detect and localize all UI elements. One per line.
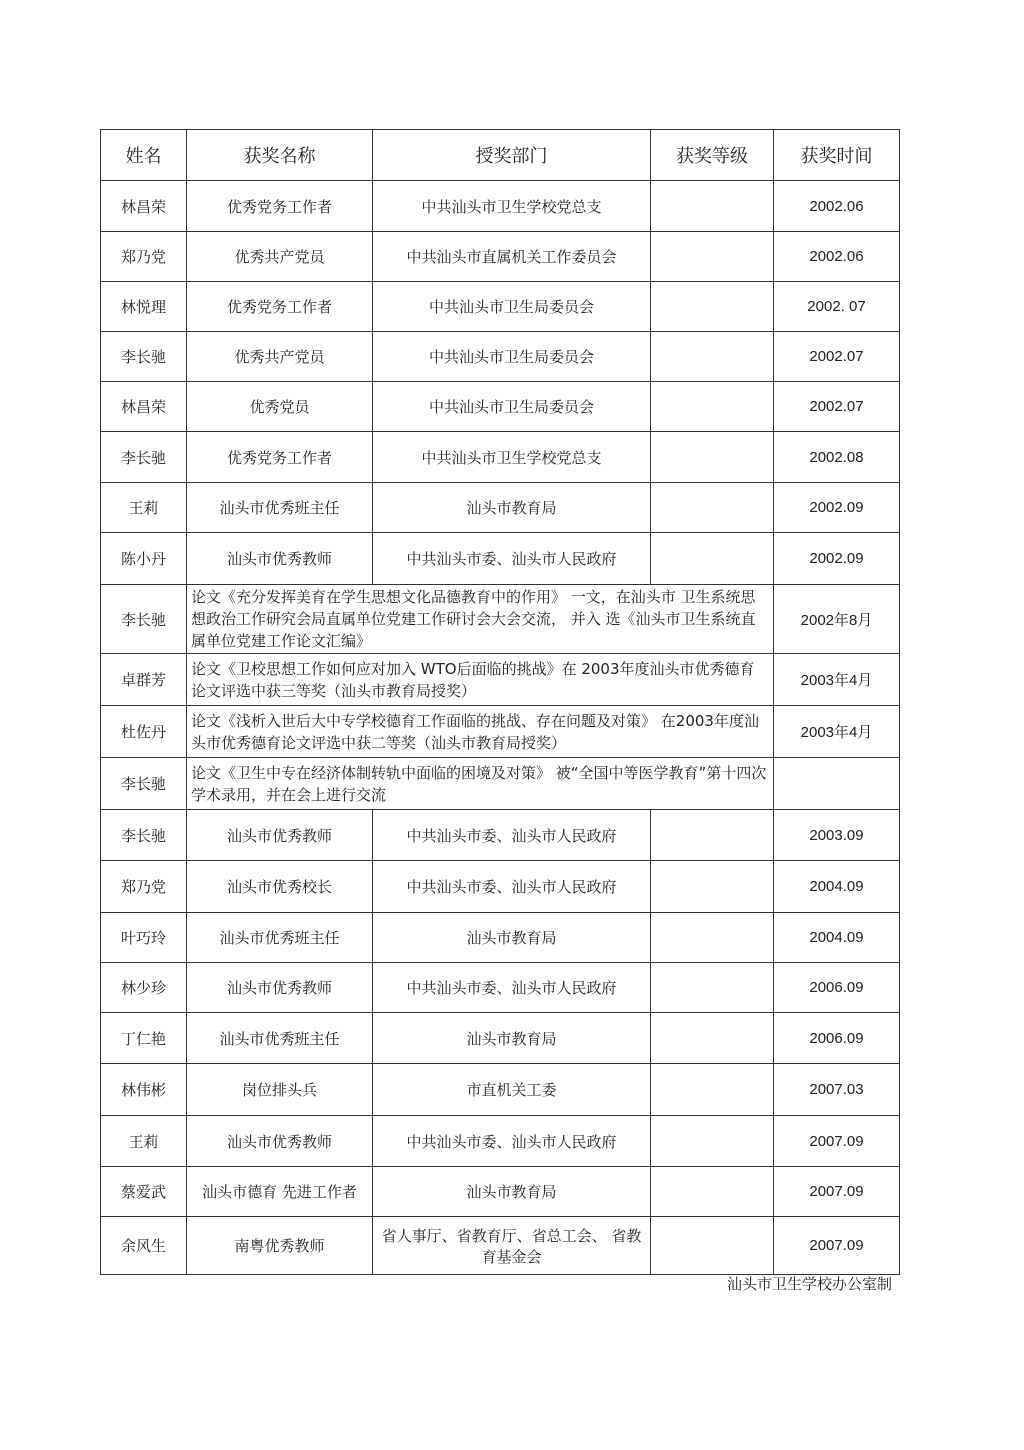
name-cell: 李长驰 [101,758,187,810]
name-cell: 叶巧玲 [101,913,187,963]
table-row [101,861,900,913]
date-cell: 2003年4月 [774,654,900,706]
award-cell: 汕头市优秀教师 [187,533,373,585]
name-cell: 李长驰 [101,810,187,861]
date-cell: 2002.06 [774,232,900,282]
paper-row [101,706,900,758]
date-cell: 2007.09 [774,1116,900,1167]
paper-text-cell: 论文《卫校思想工作如何应对加入 WTO后面临的挑战》在 2003年度汕头市优秀德育论文评选中获三等奖（汕头市教育局授奖） [187,654,774,706]
paper-text-cell: 论文《浅析入世后大中专学校德育工作面临的挑战、存在问题及对策》 在2003年度汕头市优秀德育论文评选中获二等奖（汕头市教育局授奖） [187,706,774,758]
level-cell [651,533,774,585]
award-cell: 汕头市优秀教师 [187,810,373,861]
award-cell: 优秀共产党员 [187,332,373,382]
level-cell [651,1064,774,1116]
level-cell [651,432,774,483]
dept-cell: 中共汕头市卫生局委员会 [373,382,651,432]
dept-cell: 中共汕头市直属机关工作委员会 [373,232,651,282]
date-cell: 2007.09 [774,1217,900,1275]
table-row [101,1217,900,1275]
table-row [101,913,900,963]
name-cell: 王莉 [101,483,187,533]
name-cell: 李长驰 [101,432,187,483]
dept-cell: 中共汕头市委、汕头市人民政府 [373,533,651,585]
name-cell: 林昌荣 [101,181,187,232]
date-cell: 2002.09 [774,483,900,533]
name-cell: 林悦理 [101,282,187,332]
level-cell [651,332,774,382]
header-dept: 授奖部门 [373,130,651,181]
dept-cell: 中共汕头市委、汕头市人民政府 [373,1116,651,1167]
dept-cell: 中共汕头市委、汕头市人民政府 [373,861,651,913]
paper-row [101,758,900,810]
award-cell: 岗位排头兵 [187,1064,373,1116]
award-cell: 汕头市优秀班主任 [187,483,373,533]
award-cell: 优秀党员 [187,382,373,432]
date-cell: 2006.09 [774,1013,900,1064]
award-cell: 汕头市优秀教师 [187,1116,373,1167]
table-row [101,963,900,1013]
level-cell [651,861,774,913]
award-cell: 南粤优秀教师 [187,1217,373,1275]
date-cell [774,758,900,810]
table-row [101,483,900,533]
date-cell: 2002.07 [774,332,900,382]
table-row [101,810,900,861]
level-cell [651,1167,774,1217]
name-cell: 林伟彬 [101,1064,187,1116]
date-cell: 2003年4月 [774,706,900,758]
award-cell: 汕头市优秀教师 [187,963,373,1013]
dept-cell: 中共汕头市卫生学校党总支 [373,432,651,483]
level-cell [651,382,774,432]
award-cell: 汕头市优秀班主任 [187,913,373,963]
name-cell: 林昌荣 [101,382,187,432]
paper-row [101,654,900,706]
name-cell: 李长驰 [101,585,187,654]
dept-cell: 市直机关工委 [373,1064,651,1116]
name-cell: 郑乃党 [101,232,187,282]
table-row [101,1167,900,1217]
name-cell: 杜佐丹 [101,706,187,758]
table-row [101,181,900,232]
header-level: 获奖等级 [651,130,774,181]
date-cell: 2006.09 [774,963,900,1013]
date-cell: 2007.09 [774,1167,900,1217]
award-cell: 优秀党务工作者 [187,432,373,483]
name-cell: 卓群芳 [101,654,187,706]
date-cell: 2007.03 [774,1064,900,1116]
award-cell: 汕头市优秀校长 [187,861,373,913]
name-cell: 蔡爱武 [101,1167,187,1217]
table-row [101,282,900,332]
award-cell: 汕头市德育 先进工作者 [187,1167,373,1217]
date-cell: 2002.09 [774,533,900,585]
dept-cell: 中共汕头市卫生局委员会 [373,282,651,332]
header-date: 获奖时间 [774,130,900,181]
table-row [101,232,900,282]
award-cell: 汕头市优秀班主任 [187,1013,373,1064]
table-row [101,1013,900,1064]
date-cell: 2003.09 [774,810,900,861]
level-cell [651,232,774,282]
dept-cell: 中共汕头市委、汕头市人民政府 [373,810,651,861]
header-award: 获奖名称 [187,130,373,181]
header-name: 姓名 [101,130,187,181]
level-cell [651,913,774,963]
date-cell: 2002. 07 [774,282,900,332]
level-cell [651,963,774,1013]
date-cell: 2002.08 [774,432,900,483]
level-cell [651,1013,774,1064]
table-row [101,533,900,585]
footer-note: 汕头市卫生学校办公室制 [726,1275,892,1293]
dept-cell: 中共汕头市卫生局委员会 [373,332,651,382]
awards-table [100,129,900,1275]
table-row [101,1064,900,1116]
date-cell: 2002.07 [774,382,900,432]
award-cell: 优秀共产党员 [187,232,373,282]
level-cell [651,1116,774,1167]
award-cell: 优秀党务工作者 [187,282,373,332]
name-cell: 郑乃党 [101,861,187,913]
dept-cell: 汕头市教育局 [373,483,651,533]
name-cell: 余风生 [101,1217,187,1275]
level-cell [651,181,774,232]
award-cell: 优秀党务工作者 [187,181,373,232]
name-cell: 陈小丹 [101,533,187,585]
paper-text-cell: 论文《卫生中专在经济体制转轨中面临的困境及对策》 被“全国中等医学教育”第十四次学术录用，并在会上进行交流 [187,758,774,810]
level-cell [651,810,774,861]
header-row [101,130,900,181]
dept-cell: 省人事厅、省教育厅、省总工会、 省教育基金会 [373,1217,651,1275]
dept-cell: 中共汕头市卫生学校党总支 [373,181,651,232]
date-cell: 2002.06 [774,181,900,232]
paper-text-cell: 论文《充分发挥美育在学生思想文化品德教育中的作用》 一文，在汕头市 卫生系统思想政治工作研究会局直属单位党建工作研讨会大会交流， 并入 选《汕头市卫生系统直属单位党建工作论文汇编》 [187,585,774,654]
dept-cell: 中共汕头市委、汕头市人民政府 [373,963,651,1013]
dept-cell: 汕头市教育局 [373,1167,651,1217]
dept-cell: 汕头市教育局 [373,1013,651,1064]
date-cell: 2004.09 [774,913,900,963]
level-cell [651,483,774,533]
table-row [101,332,900,382]
name-cell: 李长驰 [101,332,187,382]
name-cell: 林少珍 [101,963,187,1013]
name-cell: 丁仁艳 [101,1013,187,1064]
date-cell: 2004.09 [774,861,900,913]
level-cell [651,1217,774,1275]
level-cell [651,282,774,332]
date-cell: 2002年8月 [774,585,900,654]
name-cell: 王莉 [101,1116,187,1167]
table-row [101,1116,900,1167]
paper-row [101,585,900,654]
table-row [101,432,900,483]
dept-cell: 汕头市教育局 [373,913,651,963]
table-row [101,382,900,432]
